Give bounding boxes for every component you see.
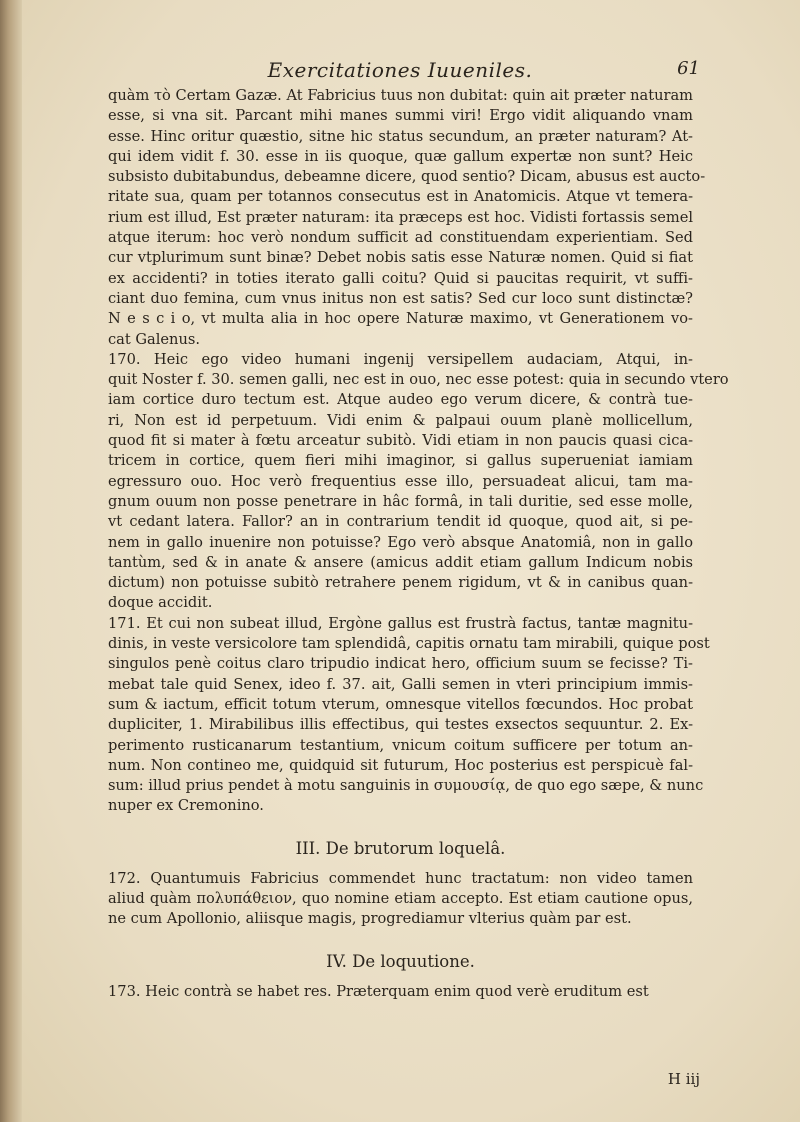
text-line: dupliciter, 1. Mirabilibus illis effectibus, qui testes exsectos sequuntur. 2. Ex- — [108, 716, 693, 734]
section-heading: IV. De loquutione. — [326, 951, 475, 971]
text-line: cur vtplurimum sunt binæ? Debet nobis satis esse Naturæ nomen. Quid si fiat — [108, 249, 693, 267]
text-line: esse. Hinc oritur quæstio, sitne hic status secundum, an præter naturam? At- — [108, 127, 693, 145]
text-line: tantùm, sed & in anate & ansere (amicus addit etiam gallum Indicum nobis — [108, 553, 693, 571]
text-line: tricem in cortice, quem fieri mihi imaginor, si gallus superueniat iamiam — [108, 452, 693, 470]
binding-shadow — [0, 0, 22, 1122]
text-line: gnum ouum non posse penetrare in hâc formâ, in tali duritie, sed esse molle, — [108, 492, 693, 510]
text-line: 170. Heic ego video humani ingenij versipellem audaciam, Atqui, in- — [108, 350, 693, 368]
text-line: quit Noster f. 30. semen galli, nec est in ouo, nec esse potest: quia in secundo vtero — [108, 371, 729, 389]
page-header — [100, 58, 700, 86]
text-line: singulos penè coitus claro tripudio indicat hero, officium suum se fecisse? Ti- — [108, 655, 693, 673]
text-line: sum & iactum, efficit totum vterum, omnesque vitellos fœcundos. Hoc probat — [108, 695, 693, 713]
text-line: esse, si vna sit. Parcant mihi manes summi viri! Ergo vidit aliquando vnam — [108, 107, 693, 125]
body-text — [108, 86, 729, 1002]
text-line: qui idem vidit f. 30. esse in iis quoque, quæ gallum expertæ non sunt? Heic — [108, 147, 693, 165]
text-line: quàm τὸ Certam Gazæ. At Fabricius tuus non dubitat: quin ait præter naturam — [108, 87, 693, 104]
text-line: ciant duo femina, cum vnus initus non est satis? Sed cur loco sunt distinctæ? — [108, 289, 693, 307]
text-line: dinis, in veste versicolore tam splendidâ, capitis ornatu tam mirabili, quique post — [108, 635, 710, 653]
text-line: 172. Quantumuis Fabricius commendet hunc tractatum: non video tamen — [108, 869, 693, 887]
text-line: aliud quàm πολυπάθειον, quo nomine etiam accepto. Est etiam cautione opus, — [108, 889, 693, 907]
text-line: atque iterum: hoc verò nondum sufficit ad constituendam experientiam. Sed — [108, 229, 693, 247]
text-line: subsisto dubitabundus, debeamne dicere, quod sentio? Dicam, abusus est aucto- — [108, 168, 706, 186]
text-line: perimento rusticanarum testantium, vnicum coitum sufficere per totum an- — [108, 736, 693, 754]
paragraph — [108, 350, 729, 614]
paragraph — [108, 869, 693, 930]
text-line: nuper ex Cremonino. — [108, 797, 264, 815]
text-line: rium est illud, Est præter naturam: ita præceps est hoc. Vidisti fortassis semel — [108, 208, 693, 226]
text-line: ritate sua, quam per totannos consecutus est in Anatomicis. Atque vt temera- — [108, 188, 693, 206]
text-line: 171. Et cui non subeat illud, Ergòne gallus est frustrà factus, tantæ magnitu- — [108, 614, 693, 632]
text-line: iam cortice duro tectum est. Atque audeo ego verum dicere, & contrà tue- — [108, 391, 693, 409]
running-title: Exercitationes Iuueniles. — [267, 58, 533, 82]
text-line: ne cum Apollonio, aliisque magis, progrediamur vlterius quàm par est. — [108, 910, 632, 928]
text-line: doque accidit. — [108, 594, 213, 612]
text-line: egressuro ouo. Hoc verò frequentius esse illo, persuadeat alicui, tam ma- — [108, 472, 693, 490]
text-line: sum: illud prius pendet à motu sanguinis in συμουσίᾳ, de quo ego sæpe, & nunc — [108, 777, 704, 795]
text-line: ri, Non est id perpetuum. Vidi enim & palpaui ouum planè mollicellum, — [108, 411, 693, 429]
text-line: nem in gallo inuenire non potuisse? Ego verò absque Anatomiâ, non in gallo — [108, 533, 693, 551]
text-line: ex accidenti? in toties iterato galli coitu? Quid si paucitas requirit, vt suffi- — [108, 269, 693, 287]
paragraph — [108, 982, 693, 1002]
text-line: vt cedant latera. Fallor? an in contrarium tendit id quoque, quod ait, si pe- — [108, 513, 693, 531]
text-line: mebat tale quid Senex, ideo f. 37. ait, Galli semen in vteri principium immis- — [108, 675, 693, 693]
text-line: dictum) non potuisse subitò retrahere penem rigidum, vt & in canibus quan- — [108, 574, 693, 592]
text-line: 173. Heic contrà se habet res. Præterquam enim quod verè eruditum est — [108, 982, 649, 1000]
paragraph — [108, 614, 710, 817]
text-line: quod fit si mater à fœtu arceatur subitò. Vidi etiam in non paucis quasi cica- — [108, 432, 693, 450]
text-line: num. Non contineo me, quidquid sit futurum, Hoc posterius est perspicuè fal- — [108, 756, 693, 774]
paragraph — [108, 86, 706, 350]
section-heading: III. De brutorum loquelâ. — [295, 838, 506, 858]
text-line: N e s c i o, vt multa alia in hoc opere Naturæ maximo, vt Generationem vo- — [108, 310, 693, 328]
text-line: cat Galenus. — [108, 330, 200, 348]
signature-mark: H iij — [667, 1070, 700, 1088]
page-number: 61 — [677, 58, 700, 79]
